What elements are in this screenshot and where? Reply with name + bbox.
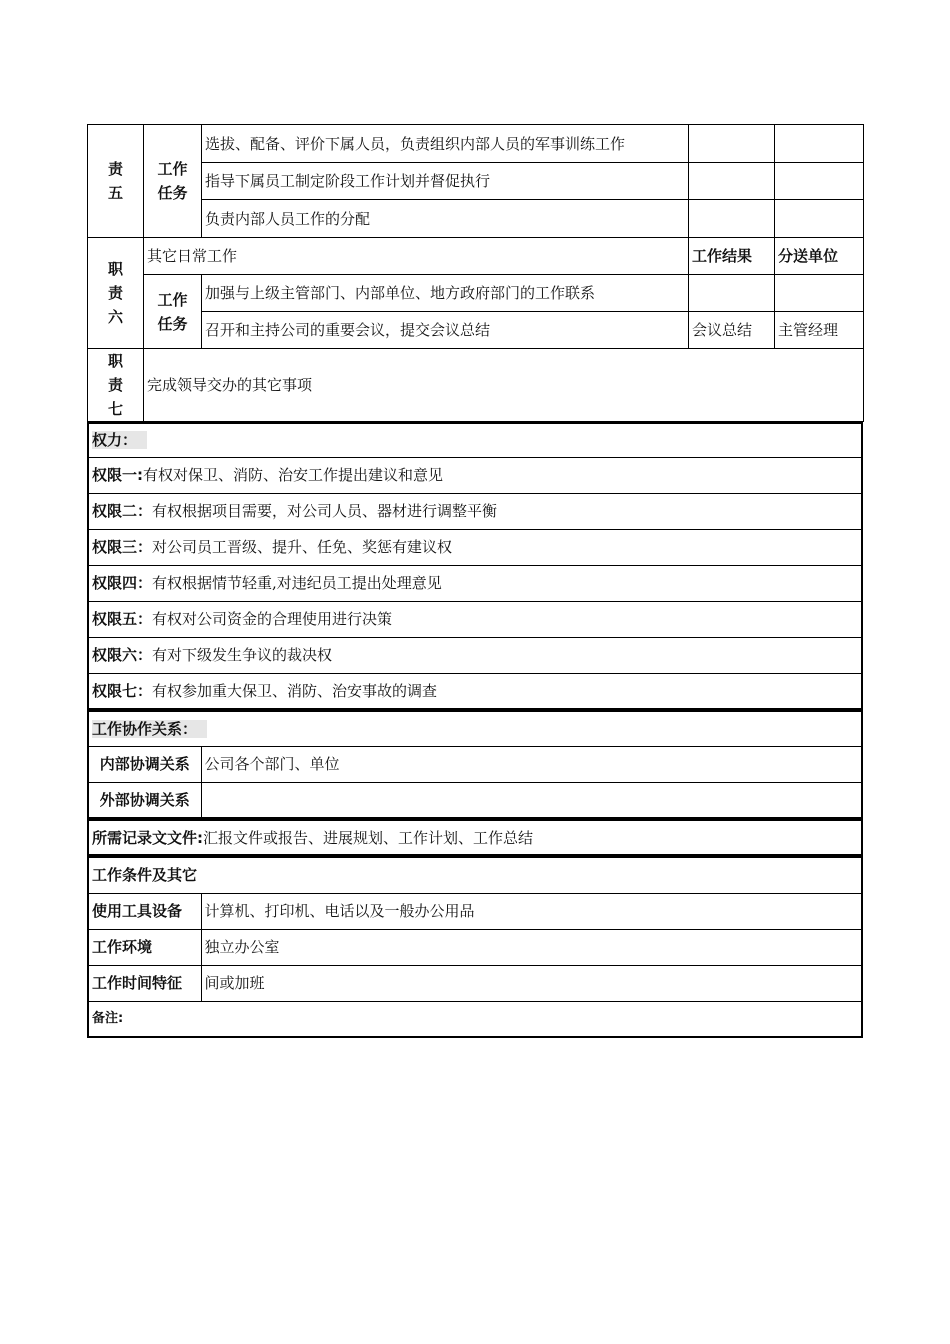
cooperation-title: 工作协作关系： (88, 711, 862, 746)
duty6-task-result (689, 275, 775, 312)
environment-value: 独立办公室 (201, 929, 862, 965)
duties-table (87, 124, 864, 422)
duty5-label: 责 五 (88, 125, 144, 238)
duty7-label: 职 责 七 (88, 349, 144, 422)
internal-coordination-value: 公司各个部门、单位 (201, 746, 862, 782)
duty6-task: 召开和主持公司的重要会议，提交会议总结 (202, 312, 689, 349)
duty5-task-result (689, 200, 775, 238)
duty5-task-dest (775, 163, 864, 200)
duty5-task-dest (775, 200, 864, 238)
duty5-task: 选拔、配备、评价下属人员，负责组织内部人员的军事训练工作 (202, 125, 689, 163)
authority-title: 权力： (88, 423, 862, 457)
duty5-task-dest (775, 125, 864, 163)
cooperation-table (87, 710, 863, 819)
external-coordination-value (201, 782, 862, 818)
tools-label: 使用工具设备 (88, 893, 201, 929)
duty6-task-result: 会议总结 (689, 312, 775, 349)
authority-item: 权限六：有对下级发生争议的裁决权 (88, 637, 862, 673)
job-description-page (87, 124, 863, 1038)
duty6-task-dest (775, 275, 864, 312)
duty6-task: 加强与上级主管部门、内部单位、地方政府部门的工作联系 (202, 275, 689, 312)
duty5-task-label: 工作 任务 (144, 125, 202, 238)
duty6-description: 其它日常工作 (144, 238, 689, 275)
authority-table (87, 422, 863, 710)
conditions-table (87, 856, 863, 1038)
authority-item: 权限二：有权根据项目需要，对公司人员、器材进行调整平衡 (88, 493, 862, 529)
result-header: 工作结果 (689, 238, 775, 275)
duty5-task: 负责内部人员工作的分配 (202, 200, 689, 238)
duty7-description: 完成领导交办的其它事项 (144, 349, 864, 422)
records-row: 所需记录文文件:汇报文件或报告、进展规划、工作计划、工作总结 (88, 820, 862, 855)
authority-item: 权限一:有权对保卫、消防、治安工作提出建议和意见 (88, 457, 862, 493)
authority-item: 权限三：对公司员工晋级、提升、任免、奖惩有建议权 (88, 529, 862, 565)
authority-item: 权限五：有权对公司资金的合理使用进行决策 (88, 601, 862, 637)
duty5-task: 指导下属员工制定阶段工作计划并督促执行 (202, 163, 689, 200)
duty6-label: 职 责 六 (88, 238, 144, 349)
environment-label: 工作环境 (88, 929, 201, 965)
authority-item: 权限七：有权参加重大保卫、消防、治安事故的调查 (88, 673, 862, 709)
duty6-task-label: 工作 任务 (144, 275, 202, 349)
duty5-task-result (689, 125, 775, 163)
authority-item: 权限四：有权根据情节轻重,对违纪员工提出处理意见 (88, 565, 862, 601)
dest-header: 分送单位 (775, 238, 864, 275)
internal-coordination-label: 内部协调关系 (88, 746, 201, 782)
work-time-label: 工作时间特征 (88, 965, 201, 1001)
duty6-task-dest: 主管经理 (775, 312, 864, 349)
records-table (87, 819, 863, 856)
conditions-title: 工作条件及其它 (88, 857, 862, 893)
tools-value: 计算机、打印机、电话以及一般办公用品 (201, 893, 862, 929)
work-time-value: 间或加班 (201, 965, 862, 1001)
notes-label: 备注: (88, 1001, 862, 1037)
external-coordination-label: 外部协调关系 (88, 782, 201, 818)
duty5-task-result (689, 163, 775, 200)
